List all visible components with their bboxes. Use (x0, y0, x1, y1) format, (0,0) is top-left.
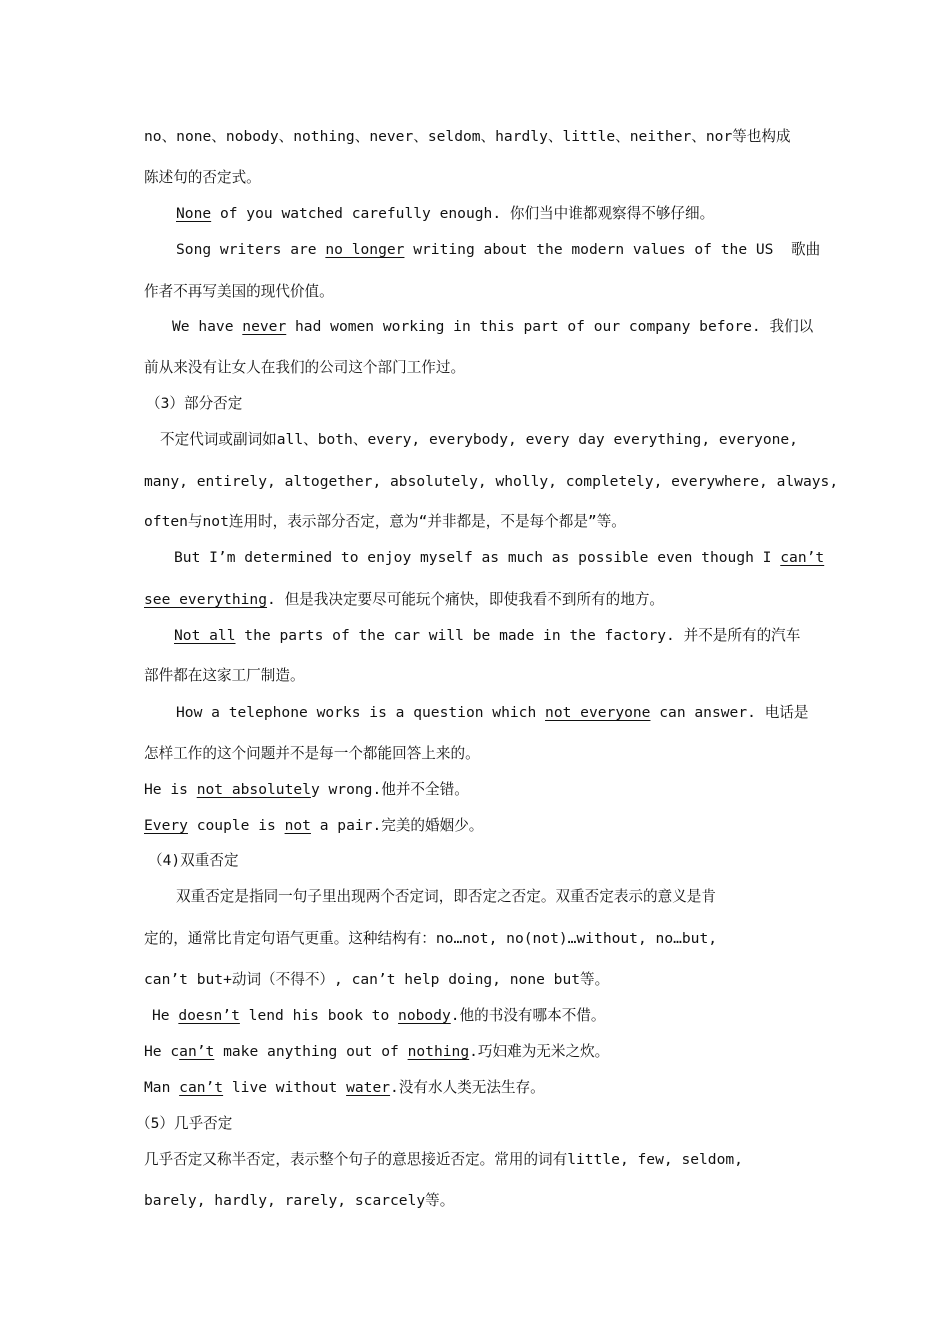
text-line (174, 548, 824, 568)
text-line (144, 358, 465, 378)
text-line (176, 204, 714, 224)
text-line (176, 240, 820, 260)
text-run: had women working in this part of our company before. 我们以 (286, 318, 814, 335)
underlined-phrase: water (346, 1079, 391, 1096)
underlined-phrase: Not all (174, 627, 236, 644)
underlined-phrase: doesn’t (178, 1007, 240, 1024)
text-line (144, 816, 483, 836)
text-run: How a telephone works is a question which (176, 704, 546, 721)
underlined-phrase: no longer (325, 241, 405, 258)
text-run: But I’m determined to enjoy myself as much as possible even though I (174, 549, 781, 566)
underlined-phrase: not absolutel (196, 781, 311, 798)
text-run: 双重否定是指同一句子里出现两个否定词，即否定之否定。双重否定表示的意义是肯 (176, 888, 716, 905)
text-run: no、none、nobody、nothing、never、seldom、hardly、little、neither、nor等也构成 (144, 128, 791, 145)
text-run: a pair.完美的婚姻少。 (310, 817, 484, 834)
text-run: 不定代词或副词如all、both、every, everybody, every day everything, everyone, (160, 431, 798, 448)
text-line (174, 626, 800, 646)
underlined-phrase: an’t (179, 1043, 215, 1060)
text-run: often与not连用时，表示部分否定，意为“并非都是，不是每个都是”等。 (144, 513, 626, 530)
text-line (144, 1078, 545, 1098)
text-run: He is (144, 781, 197, 798)
text-run: （3）部分否定 (146, 395, 243, 412)
text-line (144, 168, 261, 188)
text-line (144, 744, 480, 764)
text-line (144, 282, 334, 302)
text-run: lend his book to (239, 1007, 399, 1024)
text-line (146, 394, 242, 414)
text-run: （5）几乎否定 (136, 1115, 233, 1132)
text-run: the parts of the car will be made in the factory. 并不是所有的汽车 (235, 627, 801, 644)
text-run: y wrong.他并不全错。 (310, 781, 469, 798)
text-run: .没有水人类无法生存。 (390, 1079, 545, 1096)
text-run: 怎样工作的这个问题并不是每一个都能回答上来的。 (144, 745, 480, 762)
text-run: Song writers are (176, 241, 326, 258)
text-run: live without (223, 1079, 347, 1096)
text-run: 几乎否定又称半否定，表示整个句子的意思接近否定。常用的词有little, few, seldom, (144, 1151, 743, 1168)
text-run: （4)双重否定 (148, 852, 239, 869)
text-run: make anything out of (214, 1043, 408, 1060)
text-run: .他的书没有哪本不借。 (450, 1007, 606, 1024)
text-run: 陈述句的否定式。 (144, 169, 261, 186)
text-line (144, 666, 305, 686)
text-line (172, 317, 813, 337)
text-run: 前从来没有让女人在我们的公司这个部门工作过。 (144, 359, 466, 376)
text-run: of you watched carefully enough. 你们当中谁都观察得不够仔细。 (211, 205, 715, 222)
text-line (152, 1006, 605, 1026)
text-run: many, entirely, altogether, absolutely, wholly, completely, everywhere, always, (144, 473, 839, 490)
underlined-phrase: not (284, 817, 311, 834)
underlined-phrase: Every (144, 817, 188, 834)
underlined-phrase: nothing (407, 1043, 470, 1060)
text-line (144, 512, 626, 532)
text-run: We have (172, 318, 243, 335)
text-run: can answer. 电话是 (650, 704, 809, 721)
text-run: 定的，通常比肯定句语气更重。这种结构有：no…not, no(not)…without, no…but, (144, 930, 718, 947)
underlined-phrase: can’t (780, 549, 825, 566)
underlined-phrase: None (176, 205, 212, 222)
text-line (160, 430, 798, 450)
underlined-phrase: see everything (144, 591, 268, 608)
text-run: can’t but+动词（不得不）, can’t help doing, none but等。 (144, 971, 610, 988)
text-line (136, 1114, 232, 1134)
underlined-phrase: not everyone (545, 704, 651, 721)
text-line (144, 590, 664, 610)
text-line (148, 851, 239, 871)
text-run: . 但是我决定要尽可能玩个痛快，即使我看不到所有的地方。 (267, 591, 665, 608)
text-line (144, 1150, 743, 1170)
underlined-phrase: never (242, 318, 287, 335)
text-run: 作者不再写美国的现代价值。 (144, 283, 334, 300)
text-line (144, 127, 791, 147)
text-run: writing about the modern values of the US 歌曲 (404, 241, 821, 258)
text-line (144, 780, 469, 800)
text-run: couple is (187, 817, 285, 834)
text-run: 部件都在这家工厂制造。 (144, 667, 305, 684)
text-line (144, 929, 717, 949)
text-line (144, 1191, 454, 1211)
underlined-phrase: can’t (179, 1079, 224, 1096)
text-run: He c (144, 1043, 180, 1060)
text-run: Man (144, 1079, 180, 1096)
underlined-phrase: nobody (398, 1007, 451, 1024)
text-run: He (152, 1007, 179, 1024)
text-line (176, 887, 716, 907)
text-run: .巧妇难为无米之炊。 (469, 1043, 610, 1060)
text-line (144, 970, 609, 990)
text-line (144, 1042, 609, 1062)
text-run: barely, hardly, rarely, scarcely等。 (144, 1192, 455, 1209)
text-line (176, 703, 808, 723)
text-line (144, 472, 838, 492)
